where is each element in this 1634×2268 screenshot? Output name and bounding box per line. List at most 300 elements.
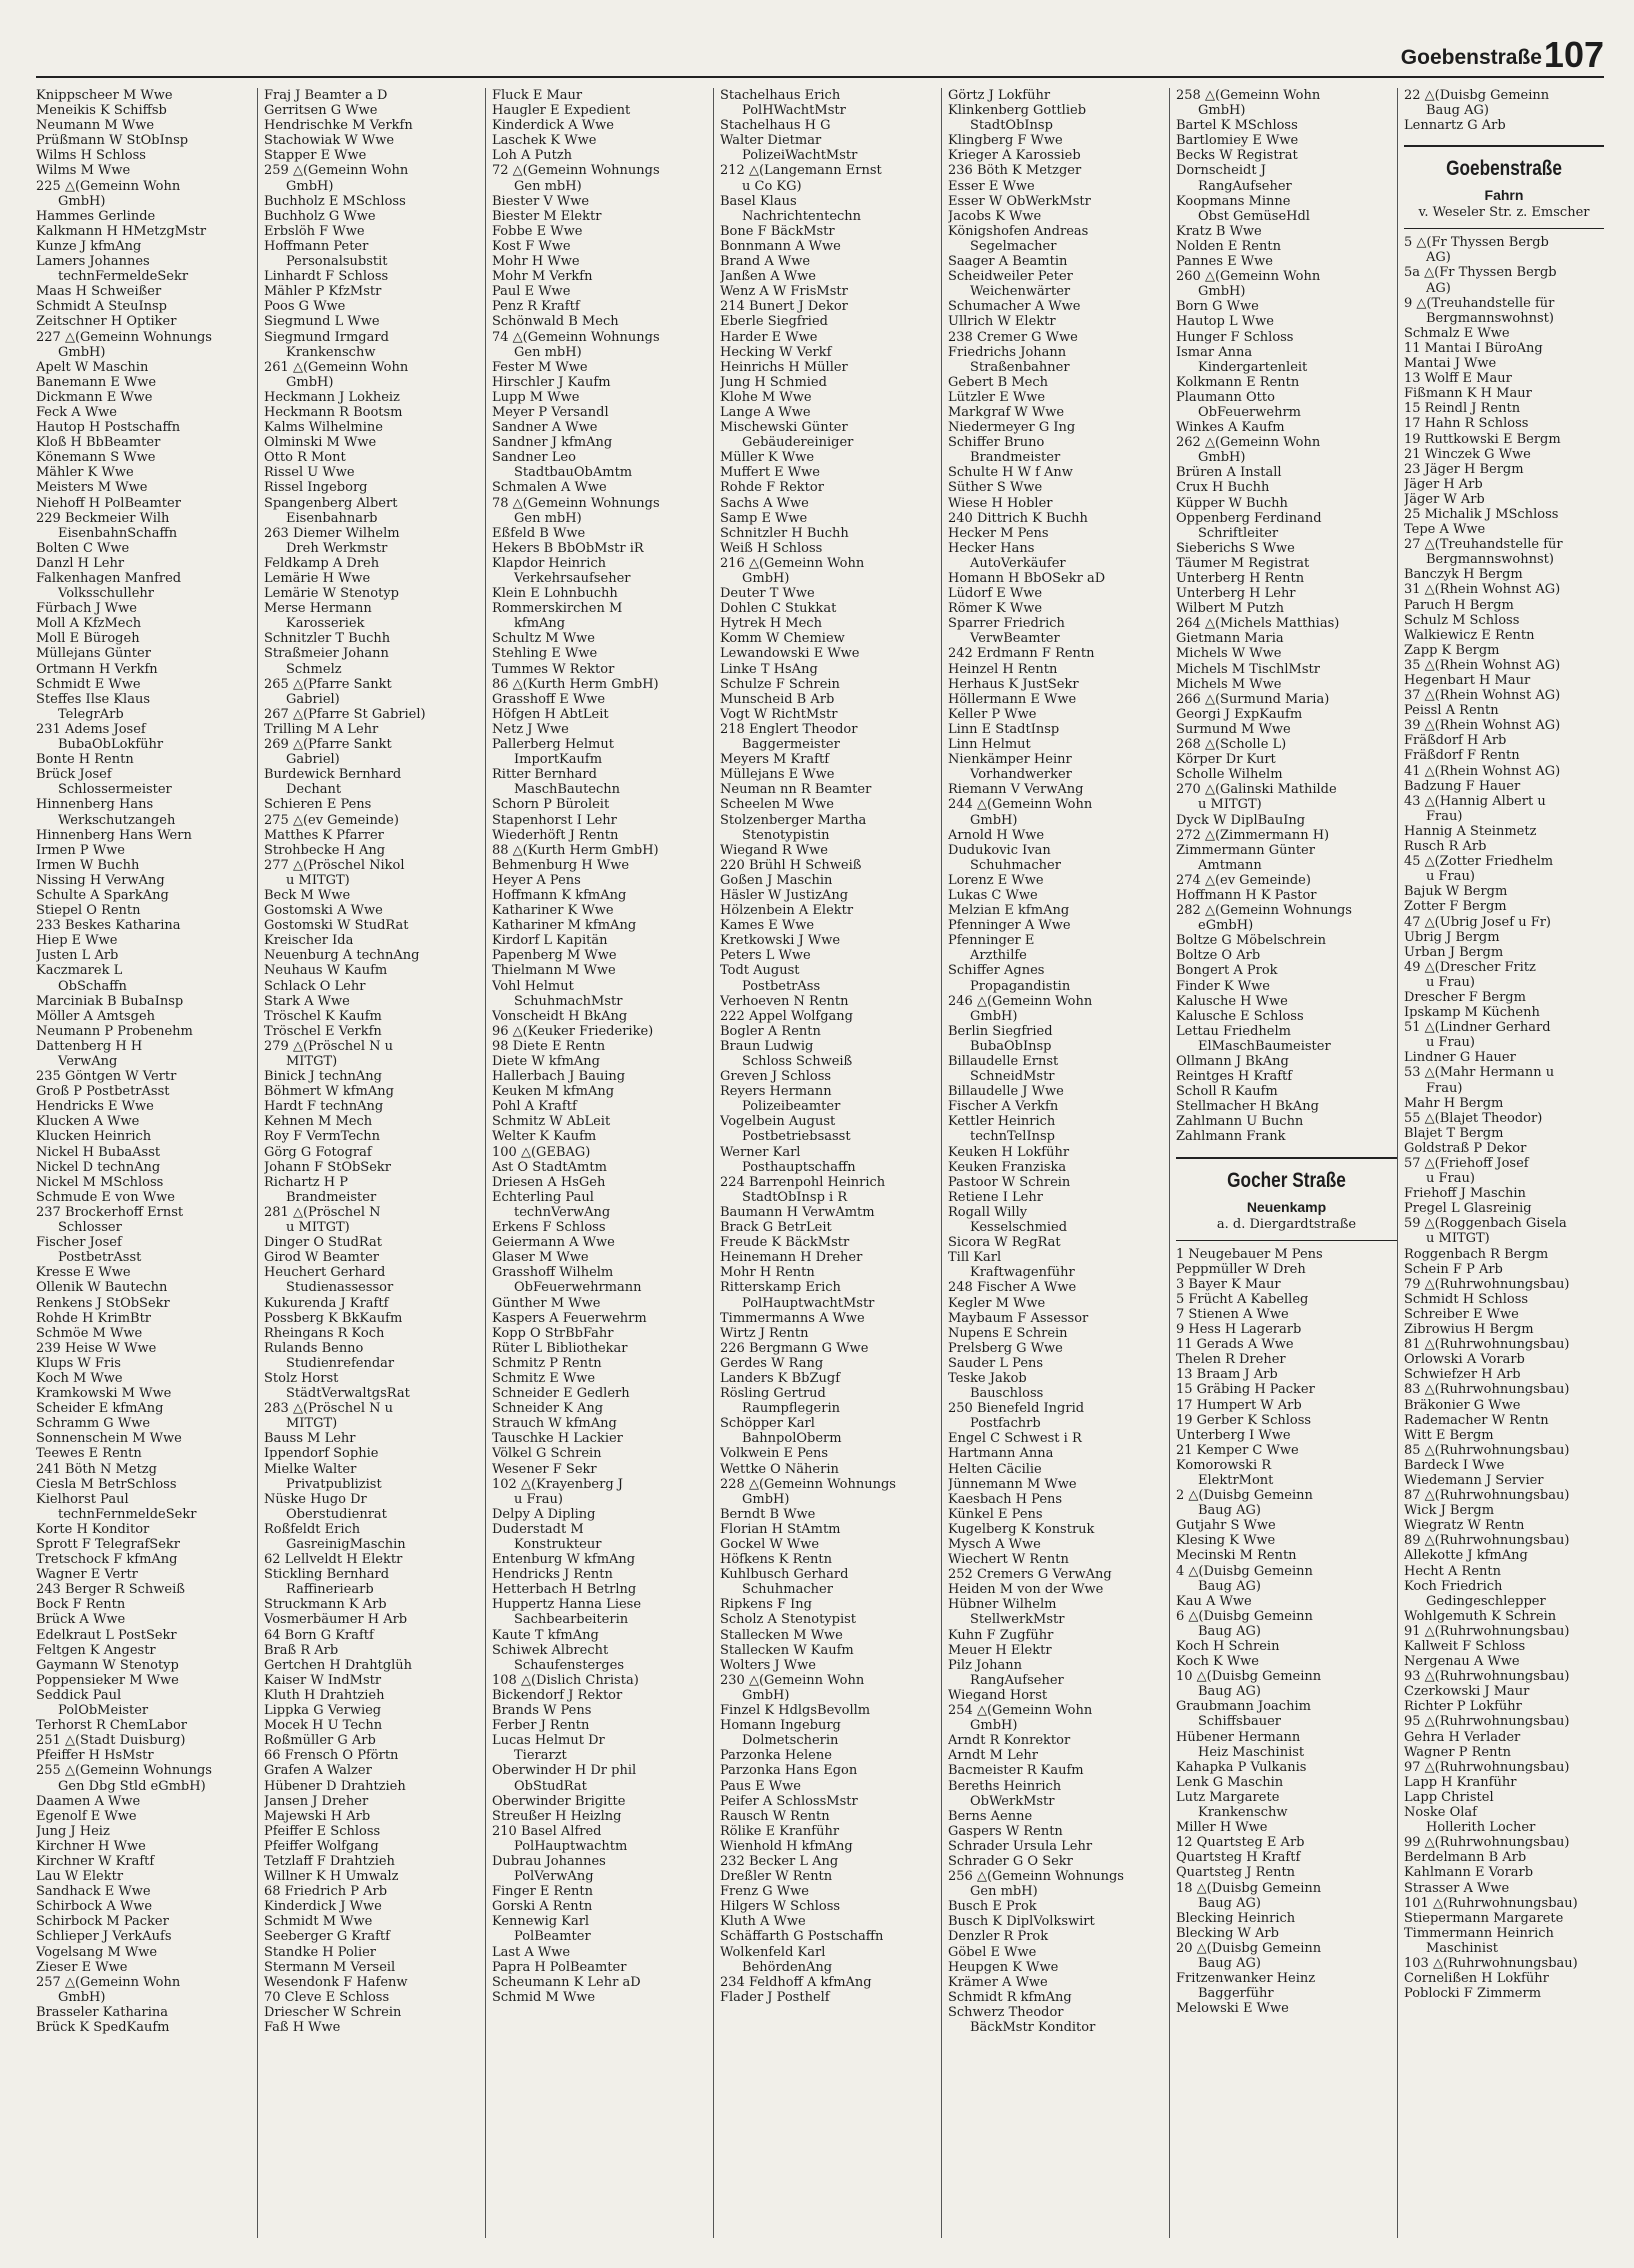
resident-entry: Blajet T Bergm bbox=[1404, 1125, 1504, 1141]
resident-entry: Hübener Hermann bbox=[1176, 1729, 1301, 1745]
street-section-header bbox=[1404, 145, 1604, 229]
resident-entry: Schulze F Schrein bbox=[720, 676, 840, 692]
resident-entry: Mohr M Verkfn bbox=[492, 269, 593, 285]
resident-entry: Boltze O Arb bbox=[1176, 948, 1261, 964]
resident-entry: Kielhorst Paul bbox=[36, 1491, 129, 1507]
resident-entry: 270 △(Galinski Mathilde bbox=[1176, 782, 1337, 798]
resident-entry: Goldstraß P Dekor bbox=[1404, 1140, 1527, 1156]
resident-entry: Ast O StadtAmtm bbox=[492, 1159, 607, 1175]
resident-entry: Beck M Wwe bbox=[264, 887, 351, 903]
resident-entry: 81 △(Ruhrwohnungsbau) bbox=[1404, 1337, 1570, 1353]
resident-entry: 224 Barrenpohl Heinrich bbox=[720, 1174, 886, 1190]
resident-entry: Herhaus K JustSekr bbox=[948, 676, 1079, 692]
resident-entry: Schulte H W f Anw bbox=[948, 465, 1073, 481]
entry-continuation: RangAufseher bbox=[1198, 178, 1292, 194]
resident-entry: 5 △(Fr Thyssen Bergb bbox=[1404, 235, 1549, 251]
resident-entry: Klohe M Wwe bbox=[720, 389, 812, 405]
resident-entry: Melowski E Wwe bbox=[1176, 2001, 1289, 2017]
resident-entry: Delpy A Dipling bbox=[492, 1506, 596, 1522]
resident-entry: Heinzel H Rentn bbox=[948, 661, 1058, 677]
resident-entry: 225 △(Gemeinn Wohn bbox=[36, 178, 181, 194]
resident-entry: 15 Gräbing H Packer bbox=[1176, 1382, 1315, 1398]
resident-entry: Finger E Rentn bbox=[492, 1884, 593, 1900]
resident-entry: Komorowski R bbox=[1176, 1457, 1272, 1473]
resident-entry: Schneider K Ang bbox=[492, 1401, 604, 1417]
resident-entry: 5a △(Fr Thyssen Bergb bbox=[1404, 265, 1557, 281]
resident-entry: Keuken Franziska bbox=[948, 1159, 1067, 1175]
resident-entry: 11 Gerads A Wwe bbox=[1176, 1337, 1294, 1353]
resident-entry: Bauss M Lehr bbox=[264, 1431, 356, 1447]
resident-entry: Kennewig Karl bbox=[492, 1914, 590, 1930]
resident-entry: Gutjahr S Wwe bbox=[1176, 1518, 1276, 1534]
entry-continuation: Baug AG) bbox=[1198, 1895, 1261, 1911]
resident-entry: Jünnemann M Wwe bbox=[948, 1476, 1077, 1492]
resident-entry: 78 △(Gemeinn Wohnungs bbox=[492, 495, 660, 511]
resident-entry: 25 Michalik J MSchloss bbox=[1404, 506, 1559, 522]
resident-entry: Müllejans E Wwe bbox=[720, 767, 835, 783]
resident-entry: Neuhaus W Kaufm bbox=[264, 963, 388, 979]
resident-entry: Günther M Wwe bbox=[492, 1295, 601, 1311]
resident-entry: Biester V Wwe bbox=[492, 193, 590, 209]
entry-continuation: Studienrefendar bbox=[286, 1355, 395, 1371]
resident-entry: 6 △(Duisbg Gemeinn bbox=[1176, 1608, 1313, 1624]
resident-entry: 15 Reindl J Rentn bbox=[1404, 401, 1521, 417]
resident-entry: Bickendorf J Rektor bbox=[492, 1687, 623, 1703]
resident-entry: Schiffer Agnes bbox=[948, 963, 1045, 979]
resident-entry: Poppensieker M Wwe bbox=[36, 1672, 179, 1688]
resident-entry: Prüßmann W StObInsp bbox=[36, 133, 189, 149]
resident-entry: Lupp M Wwe bbox=[492, 389, 580, 405]
entry-continuation: GmbH) bbox=[286, 178, 334, 194]
resident-entry: Ortmann H Verkfn bbox=[36, 661, 158, 677]
resident-entry: Dudukovic Ivan bbox=[948, 842, 1051, 858]
resident-entry: Graubmann Joachim bbox=[1176, 1699, 1311, 1715]
resident-entry: Ferber J Rentn bbox=[492, 1718, 590, 1734]
resident-entry: Nissing H VerwAng bbox=[36, 872, 165, 888]
resident-entry: Streußer H Heizlng bbox=[492, 1808, 622, 1824]
resident-entry: Hecht A Rentn bbox=[1404, 1563, 1502, 1579]
resident-entry: Hardt F technAng bbox=[264, 1099, 384, 1115]
resident-entry: Scheidweiler Peter bbox=[948, 269, 1073, 285]
entry-continuation: ElMaschBaumeister bbox=[1198, 1038, 1331, 1054]
entry-continuation: PostbetrAss bbox=[742, 978, 821, 994]
resident-entry: Kinderdick J Wwe bbox=[264, 1899, 382, 1915]
resident-entry: Kaesbach H Pens bbox=[948, 1491, 1063, 1507]
resident-entry: Lüdorf E Wwe bbox=[948, 586, 1043, 602]
entry-continuation: Schaufensterges bbox=[514, 1657, 625, 1673]
resident-entry: Häsler W JustizAng bbox=[720, 887, 849, 903]
resident-entry: Sicora W RegRat bbox=[948, 1235, 1061, 1251]
resident-entry: Schmitz W AbLeit bbox=[492, 1114, 611, 1130]
resident-entry: Stallecken W Kaufm bbox=[720, 1642, 854, 1658]
entry-continuation: Frau) bbox=[1426, 1080, 1463, 1096]
resident-entry: Görtz J Lokführ bbox=[948, 88, 1051, 103]
resident-entry: Roßfeldt Erich bbox=[264, 1521, 361, 1537]
resident-entry: Bonte H Rentn bbox=[36, 752, 134, 768]
resident-entry: Kloß H BbBeamter bbox=[36, 435, 161, 451]
entry-continuation: Baug AG) bbox=[1198, 1578, 1261, 1594]
resident-entry: Winkes A Kaufm bbox=[1176, 420, 1285, 436]
resident-entry: Stickling Bernhard bbox=[264, 1567, 390, 1583]
resident-entry: Meyers M Kraftf bbox=[720, 752, 830, 768]
resident-entry: 258 △(Gemeinn Wohn bbox=[1176, 88, 1321, 103]
resident-entry: Allekotte J kfmAng bbox=[1404, 1548, 1528, 1564]
entry-continuation: technFermeldeSekr bbox=[58, 269, 189, 285]
resident-entry: Hinnenberg Hans Wern bbox=[36, 827, 192, 843]
resident-entry: Hiep E Wwe bbox=[36, 933, 118, 949]
resident-entry: Kuhlbusch Gerhard bbox=[720, 1567, 849, 1583]
street-extent-note: v. Weseler Str. z. Emscher bbox=[1418, 205, 1590, 221]
resident-entry: Rommerskirchen M bbox=[492, 601, 623, 617]
resident-entry: 89 △(Ruhrwohnungsbau) bbox=[1404, 1533, 1570, 1549]
resident-entry: Koopmans Minne bbox=[1176, 193, 1291, 209]
resident-entry: Pfeiffer H HsMstr bbox=[36, 1748, 154, 1764]
resident-entry: Hübener D Drahtzieh bbox=[264, 1778, 406, 1794]
resident-entry: Brück Josef bbox=[36, 767, 112, 783]
entry-continuation: GmbH) bbox=[970, 812, 1018, 828]
resident-entry: 98 Diete E Rentn bbox=[492, 1038, 606, 1054]
resident-entry: Hendrischke M Verkfn bbox=[264, 118, 413, 134]
resident-entry: Gehra H Verlader bbox=[1404, 1729, 1521, 1745]
resident-entry: 236 Böth K Metzger bbox=[948, 163, 1082, 179]
resident-entry: 239 Heise W Wwe bbox=[36, 1340, 157, 1356]
resident-entry: Michels M TischlMstr bbox=[1176, 661, 1320, 677]
entry-continuation: Studienassessor bbox=[286, 1280, 394, 1296]
resident-entry: Sandner Leo bbox=[492, 450, 576, 466]
resident-entry: Wolters J Wwe bbox=[720, 1657, 816, 1673]
resident-entry: Völkel G Schrein bbox=[492, 1446, 602, 1462]
entry-continuation: u Co KG) bbox=[742, 178, 802, 194]
entry-list bbox=[1176, 88, 1397, 2016]
entry-continuation: SchneidMstr bbox=[970, 1069, 1055, 1085]
entry-continuation: Brandmeister bbox=[286, 1189, 377, 1205]
resident-entry: Parzonka Hans Egon bbox=[720, 1763, 858, 1779]
resident-entry: 102 △(Krayenberg J bbox=[492, 1476, 623, 1492]
resident-entry: Vogelsang M Wwe bbox=[36, 1944, 158, 1960]
resident-entry: Gietmann Maria bbox=[1176, 631, 1284, 647]
resident-entry: 37 △(Rhein Wohnst AG) bbox=[1404, 688, 1561, 704]
resident-entry: Bone F BäckMstr bbox=[720, 223, 835, 239]
street-name: Goebenstraße bbox=[1446, 157, 1562, 181]
resident-entry: 232 Becker L Ang bbox=[720, 1853, 839, 1869]
resident-entry: Helten Cäcilie bbox=[948, 1461, 1042, 1477]
resident-entry: 261 △(Gemeinn Wohn bbox=[264, 359, 409, 375]
resident-entry: Johann F StObSekr bbox=[264, 1159, 391, 1175]
resident-entry: Kreischer Ida bbox=[264, 933, 354, 949]
entry-continuation: BäckMstr Konditor bbox=[970, 2020, 1096, 2035]
column-4 bbox=[713, 88, 941, 2238]
resident-entry: 41 △(Rhein Wohnst AG) bbox=[1404, 763, 1561, 779]
resident-entry: Hecker M Pens bbox=[948, 525, 1049, 541]
resident-entry: 234 Feldhoff A kfmAng bbox=[720, 1974, 872, 1990]
resident-entry: Lindner G Hauer bbox=[1404, 1050, 1516, 1066]
resident-entry: Kuhn F Zugführ bbox=[948, 1627, 1054, 1643]
resident-entry: Egenolf E Wwe bbox=[36, 1808, 137, 1824]
resident-entry: Kirchner H Wwe bbox=[36, 1838, 146, 1854]
resident-entry: Strasser A Wwe bbox=[1404, 1880, 1510, 1896]
resident-entry: Buchholz G Wwe bbox=[264, 208, 376, 224]
resident-entry: Schmidt A SteuInsp bbox=[36, 299, 167, 315]
resident-entry: Kluth H Drahtzieh bbox=[264, 1687, 385, 1703]
resident-entry: 55 △(Blajet Theodor) bbox=[1404, 1110, 1543, 1126]
entry-continuation: Werkschutzangeh bbox=[58, 812, 176, 828]
resident-entry: Groß P PostbetrAsst bbox=[36, 1084, 170, 1100]
resident-entry: Banczyk H Bergm bbox=[1404, 567, 1523, 583]
entry-continuation: GmbH) bbox=[970, 1718, 1018, 1734]
entry-continuation: Brandmeister bbox=[970, 450, 1061, 466]
resident-entry: Schlieper J VerkAufs bbox=[36, 1929, 172, 1945]
resident-entry: Geiermann A Wwe bbox=[492, 1235, 615, 1251]
resident-entry: Schnitzler H Buchh bbox=[720, 525, 849, 541]
resident-entry: 99 △(Ruhrwohnungsbau) bbox=[1404, 1835, 1570, 1851]
resident-entry: Homann H BbOSekr aD bbox=[948, 571, 1106, 586]
resident-entry: 96 △(Keuker Friederike) bbox=[492, 1023, 654, 1039]
resident-entry: Mielke Walter bbox=[264, 1461, 357, 1477]
entry-continuation: GasreinigMaschin bbox=[286, 1537, 406, 1552]
resident-entry: Vogt W RichtMstr bbox=[720, 706, 838, 722]
resident-entry: Stapper E Wwe bbox=[264, 148, 367, 164]
resident-entry: Ismar Anna bbox=[1176, 344, 1253, 360]
resident-entry: Prelsberg G Wwe bbox=[948, 1340, 1063, 1356]
resident-entry: Pfenninger A Wwe bbox=[948, 918, 1071, 934]
resident-entry: Ollmann J BkAng bbox=[1176, 1054, 1289, 1069]
entry-continuation: Raffineriearb bbox=[286, 1582, 374, 1598]
resident-entry: Basel Klaus bbox=[720, 193, 797, 209]
resident-entry: Kopp O StrBbFahr bbox=[492, 1325, 614, 1341]
resident-entry: 17 Hahn R Schloss bbox=[1404, 416, 1529, 432]
resident-entry: Schmitz P Rentn bbox=[492, 1355, 602, 1371]
resident-entry: 108 △(Dislich Christa) bbox=[492, 1672, 639, 1688]
resident-entry: Fißmann K H Maur bbox=[1404, 386, 1532, 402]
resident-entry: Binick J technAng bbox=[264, 1069, 382, 1085]
resident-entry: Papra H PolBeamter bbox=[492, 1959, 627, 1975]
resident-entry: Unterberg I Wwe bbox=[1176, 1427, 1291, 1443]
resident-entry: Müller K Wwe bbox=[720, 450, 815, 466]
resident-entry: 243 Berger R Schweiß bbox=[36, 1582, 185, 1598]
resident-entry: Moll A KfzMech bbox=[36, 616, 142, 632]
resident-entry: 231 Adems Josef bbox=[36, 721, 146, 737]
resident-entry: Wolkenfeld Karl bbox=[720, 1944, 826, 1960]
resident-entry: Jung J Heiz bbox=[36, 1823, 110, 1839]
resident-entry: Olminski M Wwe bbox=[264, 435, 377, 451]
entry-continuation: AG) bbox=[1426, 280, 1451, 296]
resident-entry: Tröschel E Verkfn bbox=[264, 1023, 382, 1039]
resident-entry: Sprott F TelegrafSekr bbox=[36, 1537, 180, 1552]
resident-entry: Zapp K Bergm bbox=[1404, 642, 1500, 658]
resident-entry: 86 △(Kurth Herm GmbH) bbox=[492, 676, 659, 692]
resident-entry: 254 △(Gemeinn Wohn bbox=[948, 1703, 1093, 1719]
column-3 bbox=[485, 88, 713, 2238]
resident-entry: Pilz Johann bbox=[948, 1657, 1022, 1673]
resident-entry: Hetterbach H Betrlng bbox=[492, 1582, 637, 1598]
resident-entry: Meisters M Wwe bbox=[36, 480, 148, 496]
entry-continuation: technVerwAng bbox=[514, 1204, 611, 1220]
resident-entry: Engel C Schwest i R bbox=[948, 1431, 1082, 1447]
resident-entry: Schmidt E Wwe bbox=[36, 676, 141, 692]
resident-entry: Grasshoff Wilhelm bbox=[492, 1265, 614, 1281]
resident-entry: Gebert B Mech bbox=[948, 374, 1049, 390]
resident-entry: 53 △(Mahr Hermann u bbox=[1404, 1065, 1555, 1081]
entry-continuation: Obst GemüseHdl bbox=[1198, 208, 1310, 224]
resident-entry: 264 △(Michels Matthias) bbox=[1176, 616, 1340, 632]
resident-entry: Schorn P Büroleit bbox=[492, 797, 610, 813]
resident-entry: Krämer A Wwe bbox=[948, 1974, 1048, 1990]
resident-entry: Kahapka P Vulkanis bbox=[1176, 1759, 1307, 1775]
entry-continuation: Baug AG) bbox=[1198, 1955, 1261, 1971]
resident-entry: 216 △(Gemeinn Wohn bbox=[720, 555, 865, 571]
resident-entry: 1 Neugebauer M Pens bbox=[1176, 1246, 1323, 1262]
resident-entry: Wiese H Hobler bbox=[948, 495, 1053, 511]
resident-entry: Bock F Rentn bbox=[36, 1597, 126, 1613]
resident-entry: Koch Friedrich bbox=[1404, 1578, 1503, 1594]
resident-entry: Girod W Beamter bbox=[264, 1250, 379, 1266]
entry-continuation: EisenbahnSchaffn bbox=[58, 525, 178, 541]
entry-continuation: GmbH) bbox=[58, 1989, 106, 2005]
resident-entry: Schultz M Wwe bbox=[492, 631, 595, 647]
resident-entry: Friedrichs Johann bbox=[948, 344, 1067, 360]
resident-entry: Vonscheidt H BkAng bbox=[492, 1008, 628, 1024]
resident-entry: Hecker Hans bbox=[948, 540, 1035, 556]
resident-entry: Oppenberg Ferdinand bbox=[1176, 510, 1322, 526]
resident-entry: Sandner J kfmAng bbox=[492, 435, 613, 451]
resident-entry: Schnitzler T Buchh bbox=[264, 631, 391, 647]
resident-entry: Zibrowius H Bergm bbox=[1404, 1322, 1534, 1338]
resident-entry: Peifer A SchlossMstr bbox=[720, 1793, 858, 1809]
resident-entry: Esser W ObWerkMstr bbox=[948, 193, 1091, 209]
entry-continuation: Dechant bbox=[286, 782, 342, 798]
resident-entry: Trilling M A Lehr bbox=[264, 721, 379, 737]
resident-entry: Willner K H Umwalz bbox=[264, 1869, 399, 1885]
resident-entry: Terhorst R ChemLabor bbox=[36, 1718, 188, 1734]
resident-entry: Hoffmann Peter bbox=[264, 238, 369, 254]
resident-entry: Schäffarth G Postschaffn bbox=[720, 1929, 884, 1945]
resident-entry: Bartlomiey E Wwe bbox=[1176, 133, 1299, 149]
resident-entry: Stiepel O Rentn bbox=[36, 903, 141, 919]
resident-entry: 12 Quartsteg E Arb bbox=[1176, 1835, 1305, 1851]
resident-entry: Kaute T kfmAng bbox=[492, 1627, 599, 1643]
resident-entry: Lau W Elektr bbox=[36, 1869, 124, 1885]
resident-entry: Weiß H Schloss bbox=[720, 540, 823, 556]
resident-entry: Burdewick Bernhard bbox=[264, 767, 402, 783]
resident-entry: Sauder L Pens bbox=[948, 1355, 1044, 1371]
resident-entry: 20 △(Duisbg Gemeinn bbox=[1176, 1940, 1322, 1956]
entry-continuation: GmbH) bbox=[742, 1491, 790, 1507]
resident-entry: Scheumann K Lehr aD bbox=[492, 1974, 641, 1990]
entry-continuation: Gen mbH) bbox=[514, 178, 582, 194]
entry-continuation: TelegrArb bbox=[58, 706, 124, 722]
resident-entry: Jäger W Arb bbox=[1404, 491, 1485, 507]
resident-entry: Mohr H Wwe bbox=[492, 254, 580, 270]
resident-entry: Kahlmann E Vorarb bbox=[1404, 1865, 1534, 1881]
resident-entry: Edelkraut L PostSekr bbox=[36, 1627, 177, 1643]
resident-entry: Brück K SpedKaufm bbox=[36, 2020, 170, 2035]
resident-entry: Kaczmarek L bbox=[36, 963, 123, 979]
resident-entry: Lucas Helmut Dr bbox=[492, 1733, 605, 1749]
resident-entry: 244 △(Gemeinn Wohn bbox=[948, 797, 1093, 813]
resident-entry: Poblocki F Zimmerm bbox=[1404, 1986, 1542, 2002]
resident-entry: 85 △(Ruhrwohnungsbau) bbox=[1404, 1442, 1570, 1458]
column-1 bbox=[36, 88, 257, 2238]
entry-continuation: ObStudRat bbox=[514, 1778, 587, 1794]
entry-continuation: PostbetrAsst bbox=[58, 1250, 142, 1266]
resident-entry: Kalkmann H HMetzgMstr bbox=[36, 223, 207, 239]
resident-entry: Janßen A Wwe bbox=[720, 269, 816, 285]
entry-continuation: Volksschullehr bbox=[58, 586, 155, 602]
resident-entry: Kallweit F Schloss bbox=[1404, 1639, 1526, 1654]
resident-entry: Possberg K BkKaufm bbox=[264, 1310, 403, 1326]
resident-entry: Heckmann J Lokheiz bbox=[264, 389, 400, 405]
resident-entry: Schwerz Theodor bbox=[948, 2004, 1064, 2020]
resident-entry: Georgi J ExpKaufm bbox=[1176, 706, 1303, 722]
resident-entry: 100 △(GEBAG) bbox=[492, 1144, 591, 1160]
resident-entry: Klucken Heinrich bbox=[36, 1129, 152, 1145]
resident-entry: Falkenhagen Manfred bbox=[36, 571, 182, 586]
resident-entry: Miller H Wwe bbox=[1176, 1820, 1268, 1836]
resident-entry: Grasshoff E Wwe bbox=[492, 691, 606, 707]
district-name: Neuenkamp bbox=[1246, 1198, 1327, 1215]
resident-entry: Jansen J Dreher bbox=[264, 1793, 369, 1809]
resident-entry: Steffes Ilse Klaus bbox=[36, 691, 151, 707]
resident-entry: Müllejans Günter bbox=[36, 646, 151, 662]
resident-entry: Werner Karl bbox=[720, 1144, 801, 1160]
resident-entry: Lutz Margarete bbox=[1176, 1789, 1280, 1805]
resident-entry: Welter K Kaufm bbox=[492, 1129, 597, 1145]
resident-entry: Rissel Ingeborg bbox=[264, 480, 368, 496]
resident-entry: Roßmüller G Arb bbox=[264, 1733, 376, 1749]
resident-entry: Lorenz E Wwe bbox=[948, 872, 1044, 888]
entry-continuation: Konstrukteur bbox=[514, 1537, 602, 1552]
resident-entry: 68 Friedrich P Arb bbox=[264, 1884, 388, 1900]
resident-entry: Paul E Wwe bbox=[492, 284, 571, 300]
resident-entry: Hytrek H Mech bbox=[720, 616, 822, 632]
entry-continuation: BubaObLokführ bbox=[58, 737, 164, 753]
resident-entry: Quartsteg H Kraftf bbox=[1176, 1850, 1301, 1866]
entry-continuation: Karosseriek bbox=[286, 616, 365, 632]
resident-entry: Baumann H VerwAmtm bbox=[720, 1204, 875, 1220]
entry-continuation: Straßenbahner bbox=[970, 359, 1070, 375]
entry-continuation: BehördenAng bbox=[742, 1959, 833, 1975]
resident-entry: Arndt M Lehr bbox=[948, 1748, 1039, 1764]
resident-entry: Merse Hermann bbox=[264, 601, 372, 617]
resident-entry: Wiechert W Rentn bbox=[948, 1552, 1069, 1568]
resident-entry: Fluck E Maur bbox=[492, 88, 583, 103]
resident-entry: Freude K BäckMstr bbox=[720, 1235, 850, 1251]
resident-entry: Pastoor W Schrein bbox=[948, 1174, 1071, 1190]
entry-continuation: Amtmann bbox=[1198, 857, 1262, 873]
resident-entry: Linn Helmut bbox=[948, 737, 1031, 753]
resident-entry: 17 Humpert W Arb bbox=[1176, 1397, 1302, 1413]
resident-entry: Frenz G Wwe bbox=[720, 1884, 809, 1900]
resident-entry: Klups W Fris bbox=[36, 1355, 121, 1371]
resident-entry: Klein E Lohnbuchh bbox=[492, 586, 618, 602]
resident-entry: Seddick Paul bbox=[36, 1687, 122, 1703]
resident-entry: Florian H StAmtm bbox=[720, 1521, 841, 1537]
resident-entry: Riemann V VerwAng bbox=[948, 782, 1084, 798]
resident-entry: 267 △(Pfarre St Gabriel) bbox=[264, 706, 426, 722]
entry-continuation: Gen Dbg Stld eGmbH) bbox=[58, 1778, 206, 1794]
entry-list bbox=[492, 88, 713, 2005]
resident-entry: Schmidt H Schloss bbox=[1404, 1291, 1529, 1307]
resident-entry: Göbel E Wwe bbox=[948, 1944, 1037, 1960]
resident-entry: Niehoff H PolBeamter bbox=[36, 495, 181, 511]
resident-entry: Wilbert M Putzh bbox=[1176, 601, 1285, 617]
resident-entry: 10 △(Duisbg Gemeinn bbox=[1176, 1669, 1322, 1685]
resident-entry: Kaspers A Feuerwehrm bbox=[492, 1310, 647, 1326]
resident-entry: Schramm G Wwe bbox=[36, 1416, 151, 1432]
resident-entry: Linke T HsAng bbox=[720, 661, 818, 677]
resident-entry: Hoffmann K kfmAng bbox=[492, 887, 627, 903]
entry-continuation: MaschBautechn bbox=[514, 782, 621, 798]
